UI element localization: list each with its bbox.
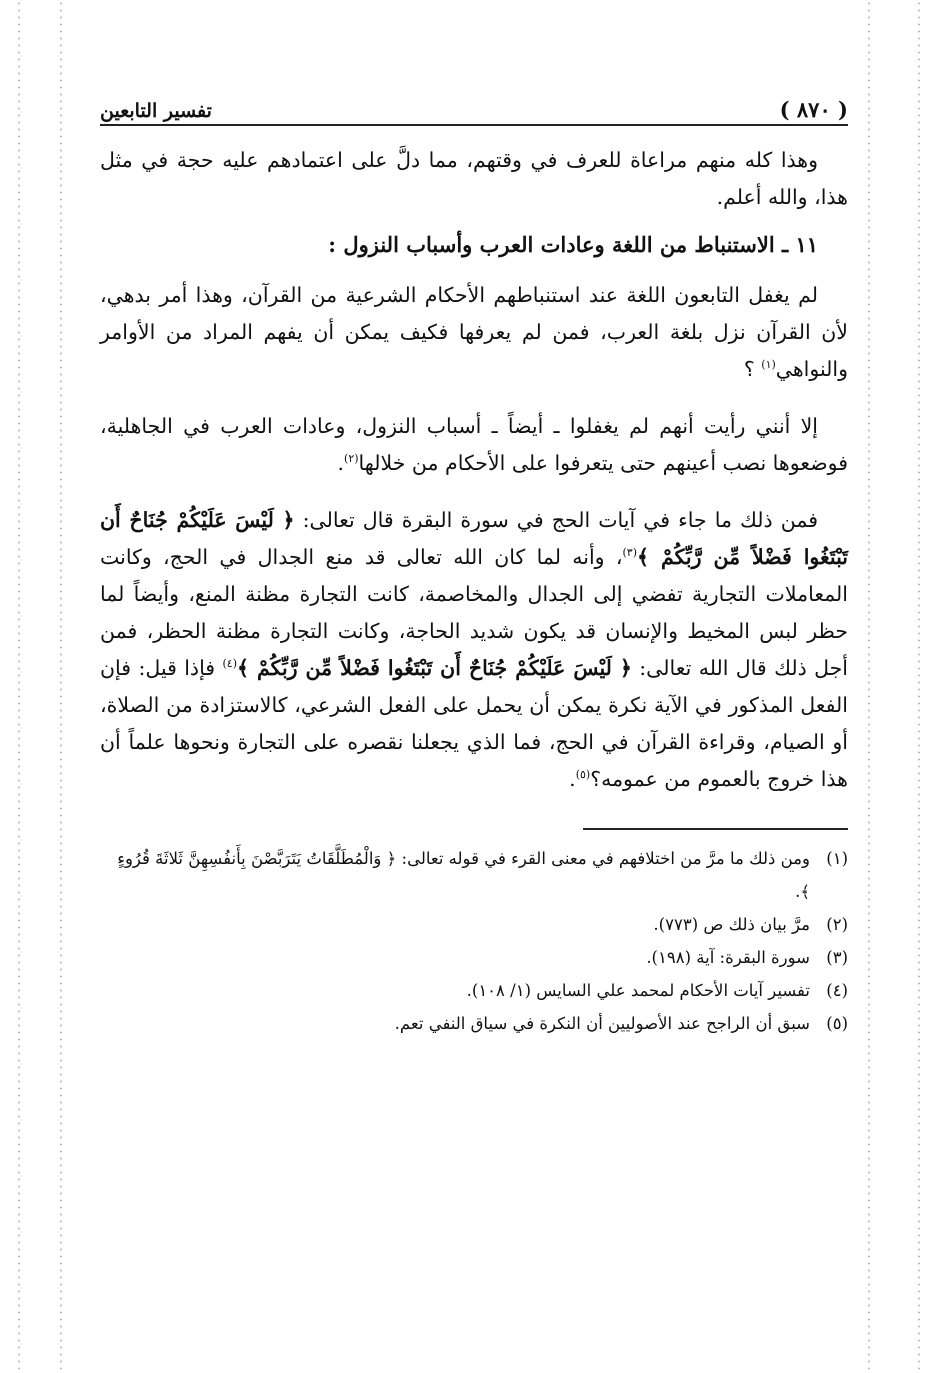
footnote-4 <box>100 974 848 1007</box>
footnote-number: (٤) <box>826 981 848 1000</box>
page-number: ( ٨٧٠ ) <box>779 97 848 122</box>
body-text <box>100 142 848 798</box>
paragraph-3-text: إلا أنني رأيت أنهم لم يغفلوا ـ أيضاً ـ أسباب النزول، وعادات العرب في الجاهلية، فوضعوها نصب أعينهم حتى يتعرفوا على الأحكام من خلالها <box>100 414 848 475</box>
footnote-number: (٥) <box>826 1014 848 1033</box>
margin-dots-left <box>18 0 20 1373</box>
paragraph-3-end: . <box>337 451 345 475</box>
paragraph-2-text: لم يغفل التابعون اللغة عند استنباطهم الأحكام الشرعية من القرآن، وهذا أمر بدهي، لأن القرآن نزل بلغة العرب، فمن لم يعرفها فكيف يمكن أن يفهم المراد من الأوامر والنواهي <box>100 283 848 381</box>
footnote-5 <box>100 1007 848 1040</box>
margin-dots-right-inner <box>868 0 870 1373</box>
paragraph-1: وهذا كله منهم مراعاة للعرف في وقتهم، مما دلَّ على اعتمادهم عليه حجة في مثل هذا، والله أعلم. <box>100 148 848 209</box>
section-heading: ١١ ـ الاستنباط من اللغة وعادات العرب وأسباب النزول : <box>328 232 818 257</box>
page-header <box>100 88 848 126</box>
footnote-divider <box>583 828 848 830</box>
paragraph-2-end: ؟ <box>743 357 762 381</box>
footnote-text: ومن ذلك ما مرَّ من اختلافهم في معنى القرء في قوله تعالى: ﴿ وَالْمُطَلَّقَاتُ يَتَرَبَّصْنَ بِأَنفُسِهِنَّ ثَلاثَةَ قُرُوءٍ ﴾. <box>117 849 810 901</box>
footnotes <box>100 842 848 1040</box>
paragraph-4-intro: فمن ذلك ما جاء في آيات الحج في سورة البقرة قال تعالى: <box>294 508 818 532</box>
footnote-text: مرَّ بيان ذلك ص (٧٧٣). <box>653 915 810 934</box>
footnote-ref-2: (٢) <box>344 452 359 466</box>
document-page <box>100 88 848 1040</box>
margin-dots-right <box>918 0 920 1373</box>
paragraph-4-conclusion: فإذا قيل: فإن الفعل المذكور في الآية نكرة يمكن أن يحمل على الفعل الشرعي، كالاستزادة من الصلاة، أو الصيام، وقراءة القرآن في الحج، فما الذي يجعلنا نقصره على التجارة ونحوها علماً أن هذا خروج بالعموم من عمومه؟ <box>100 656 848 791</box>
footnote-ref-3: (٣) <box>622 546 638 560</box>
footnote-1 <box>100 842 848 908</box>
footnote-number: (١) <box>826 849 848 868</box>
footnote-ref-5: (٥) <box>575 768 591 782</box>
paragraph-4 <box>100 502 848 798</box>
paragraph-2 <box>100 277 848 388</box>
footnote-number: (٢) <box>826 915 848 934</box>
footnote-2 <box>100 908 848 941</box>
margin-dots-left-inner <box>60 0 62 1373</box>
footnote-number: (٣) <box>826 948 848 967</box>
running-title: تفسير التابعين <box>100 100 212 122</box>
paragraph-4-middle: ، وأنه لما كان الله تعالى قد منع الجدال في الحج، وكانت المعاملات التجارية تفضي إلى الجدال والمخاصمة، كانت التجارة مظنة المنع، وأيضاً لما حظر لبس المخيط والإنسان قد يكون شديد الحاجة، وكانت التجارة مظنة الحظر، فمن أجل ذلك قال الله تعالى: <box>100 545 848 680</box>
footnote-ref-1: (١) <box>761 358 776 372</box>
quran-verse-2: ﴿ لَيْسَ عَلَيْكُمْ جُنَاحٌ أَن تَبْتَغُوا فَضْلاً مِّن رَّبِّكُمْ ﴾ <box>237 656 632 680</box>
footnote-text: سبق أن الراجح عند الأصوليين أن النكرة في سياق النفي تعم. <box>394 1014 810 1033</box>
paragraph-4-end: . <box>569 767 576 791</box>
paragraph-3 <box>100 408 848 482</box>
footnote-text: تفسير آيات الأحكام لمحمد علي السايس (١/ ١٠٨). <box>466 981 810 1000</box>
footnote-text: سورة البقرة: آية (١٩٨). <box>646 948 810 967</box>
footnote-3 <box>100 941 848 974</box>
quran-verse-1: ﴿ لَيْسَ عَلَيْكُمْ جُنَاحٌ أَن تَبْتَغُوا فَضْلاً مِّن رَّبِّكُمْ ﴾ <box>100 508 848 569</box>
footnote-ref-4: (٤) <box>222 657 237 671</box>
